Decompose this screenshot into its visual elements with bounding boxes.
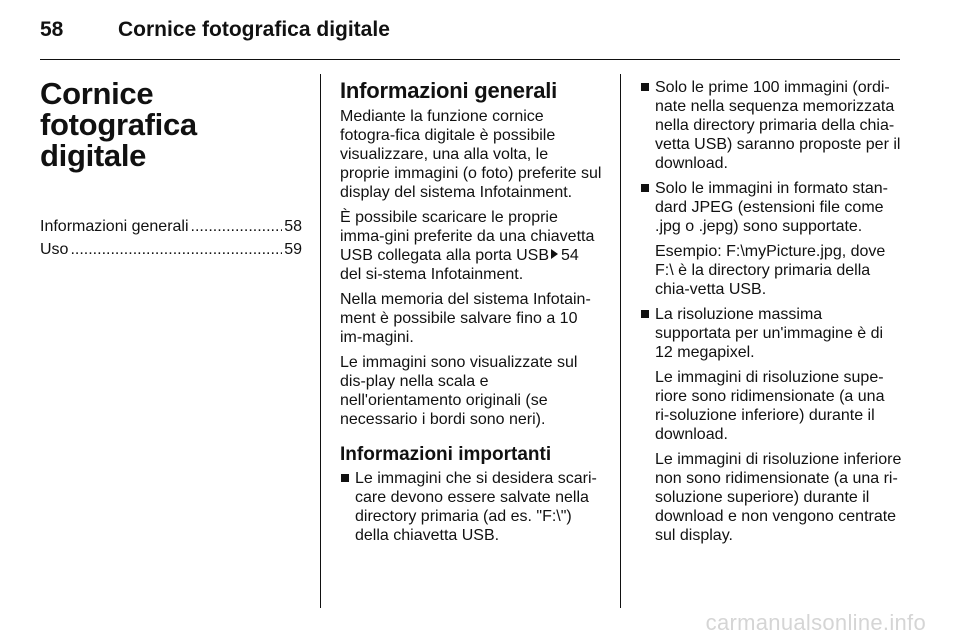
list-item-detail: Esempio: F:\myPicture.jpg, dove F:\ è la directory primaria della chia-vetta USB.: [655, 243, 886, 298]
paragraph-text: 54 del si-stema Infotainment.: [340, 247, 579, 283]
triangle-right-icon: [551, 249, 558, 259]
toc-label: Uso: [40, 241, 69, 258]
column-divider: [320, 74, 321, 608]
watermark: carmanualsonline.info: [705, 610, 926, 635]
paragraph-text: È possibile scaricare le proprie imma-gini preferite da una chiavetta USB collegata alla porta USB: [340, 209, 595, 264]
column-divider: [620, 74, 621, 608]
running-title: Cornice fotografica digitale: [118, 18, 390, 41]
section-heading: Informazioni generali: [340, 78, 558, 103]
toc-page: 59: [284, 241, 302, 258]
paragraph: Le immagini sono visualizzate sul dis-play nella scala e nell'orientamento originali (se necessario i bordi sono neri).: [340, 354, 578, 428]
subsection-heading: Informazioni importanti: [340, 444, 552, 465]
content-column-right: [640, 78, 902, 551]
page-header: [40, 18, 900, 44]
toc-column: [40, 78, 302, 263]
page-number: 58: [40, 18, 64, 41]
toc-entry-uso[interactable]: [40, 240, 302, 259]
list-item: [340, 469, 602, 545]
paragraph: Mediante la funzione cornice fotogra-fica digitale è possibile visualizzare, una alla volta, le proprie immagini (o foto) preferite sul display del sistema Infotainment.: [340, 108, 602, 201]
paragraph: Nella memoria del sistema Infotain-ment è possibile salvare fino a 10 im-magini.: [340, 291, 591, 346]
list-item-text: Solo le prime 100 immagini (ordi-nate nella sequenza memorizzata nella directory primaria della chia-vetta USB) saranno proposte per il download.: [655, 79, 901, 172]
list-item: [640, 179, 902, 236]
square-bullet-icon: [641, 184, 649, 192]
header-divider: [40, 59, 900, 60]
paragraph: [340, 208, 602, 284]
toc-entry-informazioni-generali[interactable]: [40, 217, 302, 236]
list-item-text: Le immagini che si desidera scari-care devono essere salvate nella directory primaria (ad es. "F:\") della chiavetta USB.: [355, 470, 597, 544]
square-bullet-icon: [641, 83, 649, 91]
toc-label: Informazioni generali: [40, 218, 189, 235]
toc-leader-dots: [70, 240, 282, 259]
square-bullet-icon: [341, 474, 349, 482]
chapter-title: [40, 78, 302, 171]
list-item: [640, 305, 902, 362]
chapter-title-line: digitale: [40, 138, 147, 173]
toc-page: 58: [284, 218, 302, 235]
content-column-middle: [340, 78, 602, 551]
list-item-text: Solo le immagini in formato stan-dard JPEG (estensioni file come .jpg o .jepg) sono supportate.: [655, 180, 888, 235]
chapter-title-line: Cornice fotografica: [40, 76, 197, 142]
list-item-text: La risoluzione massima supportata per un'immagine è di 12 megapixel.: [655, 306, 884, 361]
square-bullet-icon: [641, 310, 649, 318]
list-item-detail: Le immagini di risoluzione inferiore non sono ridimensionate (a una ri-soluzione superiore) durante il download e non vengono centrate sul display.: [655, 451, 902, 544]
toc-leader-dots: [191, 217, 283, 236]
list-item: [640, 78, 902, 173]
list-item-detail: Le immagini di risoluzione supe-riore sono ridimensionate (a una ri-soluzione inferiore) durante il download.: [655, 369, 885, 443]
